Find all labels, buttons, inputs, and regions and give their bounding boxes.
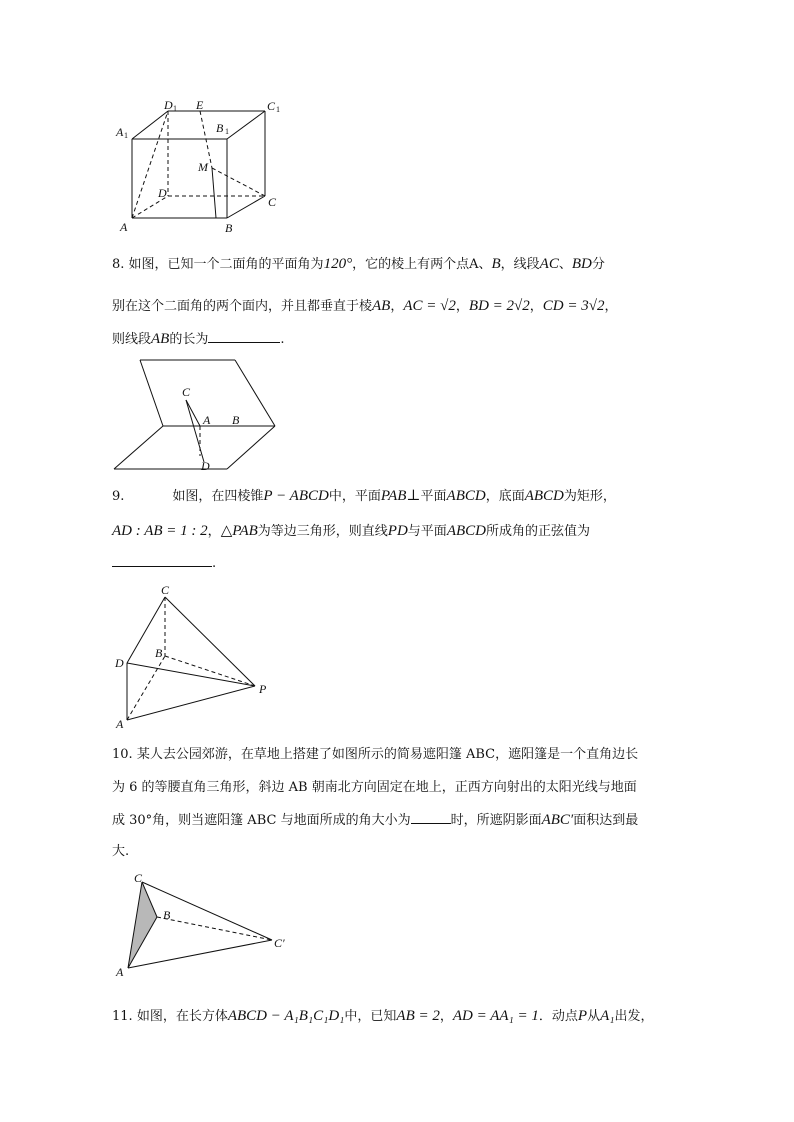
q9-pyramid: P − ABCD	[263, 488, 329, 504]
q9-answer-blank[interactable]	[112, 553, 212, 567]
q8-line-3	[112, 329, 285, 350]
q8-number: 8.	[112, 257, 125, 272]
q10-text: 时，所遮阴影面	[450, 813, 542, 828]
q11-text: 出发，	[614, 1009, 654, 1024]
q9-text: .	[212, 556, 217, 571]
label-B1: B	[216, 121, 224, 135]
shade-diagram	[112, 870, 312, 982]
q8-text: 的长为	[169, 332, 209, 347]
q9-text: 与平面	[407, 524, 447, 539]
q9-text: 所成角的正弦值为	[485, 524, 590, 539]
q10-text: 大.	[112, 844, 130, 859]
q10-text: 成 30°角，则当遮阳篷 ABC 与地面所成的角大小为	[112, 813, 411, 828]
q9-line-1	[112, 486, 616, 507]
q10-answer-blank[interactable]	[411, 810, 451, 824]
label-D1: D	[164, 98, 173, 112]
label-B: B	[232, 413, 240, 427]
q9-text: 为矩形，	[563, 489, 616, 504]
q9-base: ABCD	[524, 488, 564, 504]
dihedral-figure	[112, 356, 282, 476]
label-A: A	[120, 220, 128, 234]
label-B: B	[163, 908, 171, 922]
label-C-prime: C′	[274, 936, 285, 950]
q11-text: ，	[439, 1009, 453, 1024]
q8-text: ，线段	[500, 257, 540, 272]
q11-text: 中，已知	[344, 1009, 397, 1024]
q10-text: 某人去公园郊游，在草地上搭建了如图所示的简易遮阳篷 ABC，遮阳篷是一个直角边长	[136, 747, 639, 762]
q9-line-3	[112, 553, 216, 574]
q9-text: 平面	[420, 489, 447, 504]
q9-plane-pab: PAB	[380, 488, 407, 504]
q9-number: 9.	[112, 489, 125, 504]
label-A: A	[116, 965, 124, 979]
q9-ratio: AD : AB = 1 : 2	[112, 523, 208, 539]
label-C1: C	[267, 99, 276, 113]
label-D: D	[201, 459, 210, 473]
label-A1: A	[116, 125, 124, 139]
q9-text: 为等边三角形，则直线	[257, 524, 388, 539]
q8-text: 、	[478, 257, 492, 272]
q8-text: ，	[455, 299, 469, 314]
q11-text: ．动点	[538, 1009, 578, 1024]
q10-line-2	[112, 778, 637, 798]
q8-text: .	[280, 332, 285, 347]
pyramid-diagram	[112, 580, 282, 730]
q11-solid: ABCD − A₁B₁C₁D₁	[227, 1008, 345, 1024]
q9-text: ，	[207, 524, 221, 539]
q10-number: 10.	[112, 747, 133, 762]
q8-eq-cd: CD = 3√2	[542, 298, 605, 314]
q9-triangle: △PAB	[220, 523, 258, 539]
q9-plane-abcd: ABCD	[446, 523, 486, 539]
label-D1-sub: 1	[173, 104, 177, 113]
q8-eq-bd: BD = 2√2	[468, 298, 530, 314]
q9-perp: ⊥	[406, 488, 421, 504]
pyramid-figure	[112, 580, 282, 730]
q8-line-2	[112, 296, 618, 317]
label-A: A	[116, 717, 124, 731]
label-B: B	[225, 221, 233, 235]
q8-seg-bd: BD	[571, 256, 592, 272]
q8-text: 如图，已知一个二面角的平面角为	[128, 257, 324, 272]
q11-number: 11.	[112, 1009, 133, 1024]
q11-text: 从	[587, 1009, 601, 1024]
label-D: D	[158, 186, 167, 200]
cuboid-diagram	[112, 96, 292, 238]
q8-text: ，	[529, 299, 543, 314]
q9-text: ，底面	[485, 489, 525, 504]
label-B1-sub: 1	[225, 127, 229, 136]
q10-line-3	[112, 810, 638, 831]
q10-line-4	[112, 842, 129, 862]
q8-text: 别在这个二面角的两个面内，并且都垂直于棱	[112, 299, 373, 314]
cuboid-figure	[112, 96, 292, 238]
q9-text: 中，平面	[328, 489, 381, 504]
q11-text: 如图，在长方体	[136, 1009, 228, 1024]
label-C: C	[182, 385, 191, 399]
q8-eq-ac: AC = √2	[403, 298, 456, 314]
q10-text: 面积达到最	[573, 813, 639, 828]
q8-answer-blank[interactable]	[208, 329, 280, 343]
label-M: M	[198, 160, 208, 174]
q8-text: ，它的棱上有两个点	[352, 257, 470, 272]
q10-text: 为 6 的等腰直角三角形，斜边 AB 朝南北方向固定在地上，正西方向射出的太阳光线与地面	[112, 780, 637, 795]
q8-text: 分	[591, 257, 605, 272]
label-C: C	[161, 583, 170, 597]
dihedral-diagram	[112, 356, 282, 476]
label-A1-sub: 1	[124, 131, 128, 140]
q11-point-a1: A₁	[600, 1008, 615, 1024]
label-E: E	[196, 98, 204, 112]
q10-shade-face: ABC′	[541, 812, 574, 828]
q9-line-pd: PD	[387, 523, 408, 539]
label-C1-sub: 1	[276, 105, 280, 114]
q8-text: ，	[390, 299, 404, 314]
label-B: B	[155, 646, 163, 660]
q8-seg-ab: AB	[151, 331, 170, 347]
label-C: C	[134, 871, 143, 885]
q8-point-b: B	[491, 256, 501, 272]
q8-seg-ac: AC	[539, 256, 559, 272]
label-P: P	[259, 682, 267, 696]
q11-eq-ad: AD = AA₁ = 1	[452, 1008, 539, 1024]
q8-angle: 120°	[323, 256, 353, 272]
q9-text: 如图，在四棱锥	[172, 489, 264, 504]
shade-figure	[112, 870, 312, 982]
label-C: C	[268, 195, 277, 209]
q9-line-2	[112, 521, 590, 542]
q11-line-1	[112, 1006, 654, 1027]
label-A: A	[203, 413, 211, 427]
label-D: D	[115, 656, 124, 670]
q11-eq-ab: AB = 2	[396, 1008, 440, 1024]
q11-point-p: P	[577, 1008, 588, 1024]
q10-line-1	[112, 745, 638, 765]
q8-text: ，	[604, 299, 618, 314]
q8-point-a: A	[469, 257, 479, 272]
q8-line-1	[112, 254, 605, 275]
q8-text: 、	[558, 257, 572, 272]
q8-edge-ab: AB	[372, 298, 391, 314]
q9-plane-abcd: ABCD	[446, 488, 486, 504]
q8-text: 则线段	[112, 332, 152, 347]
